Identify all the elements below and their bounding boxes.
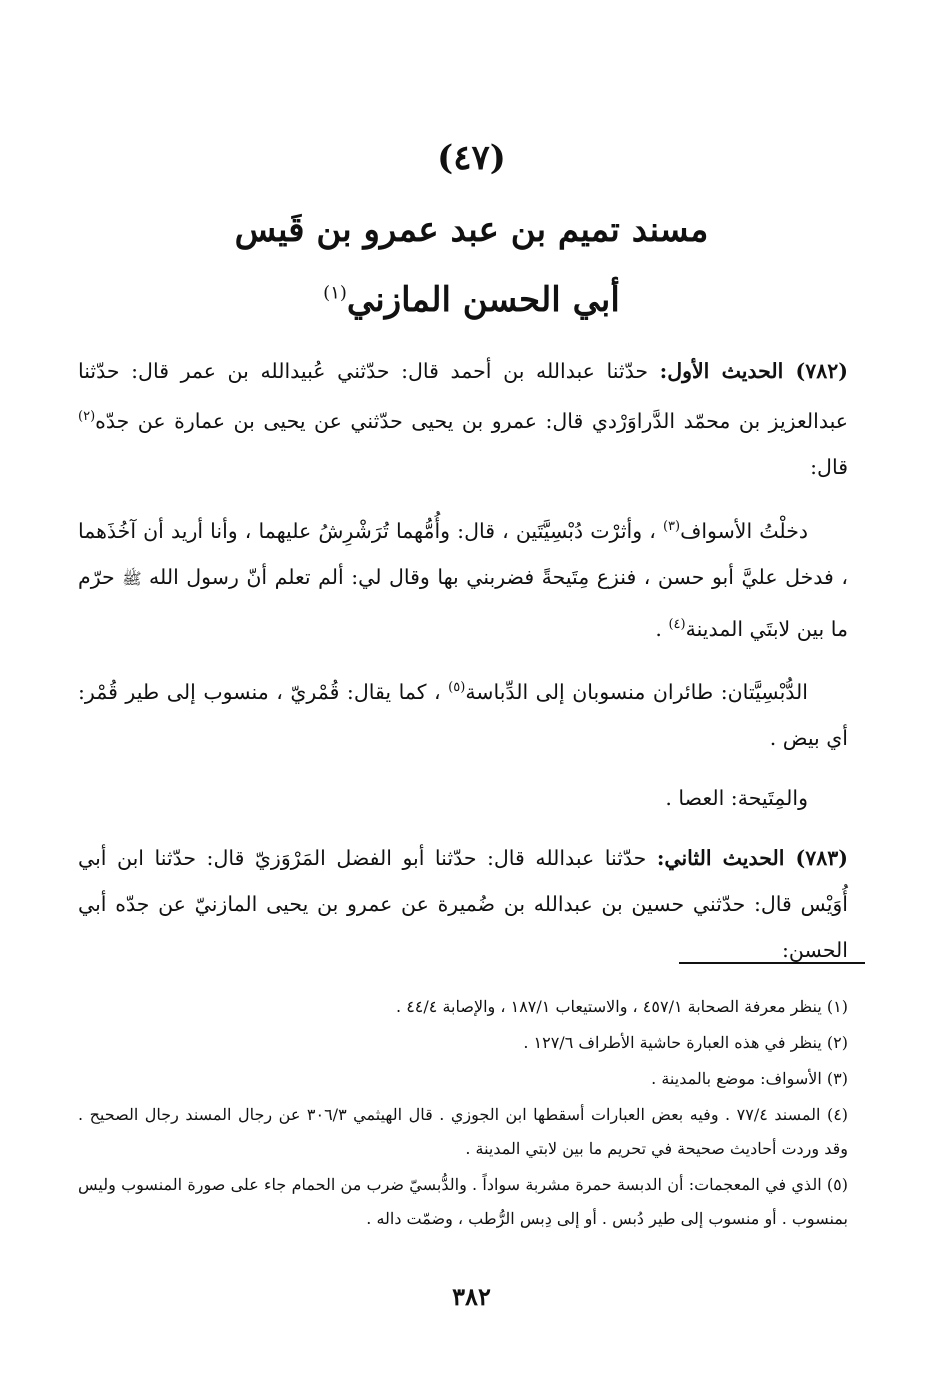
hadith-782-label: (٧٨٢) الحديث الأول: bbox=[659, 359, 848, 383]
footnote-ref-2: (٢) bbox=[78, 409, 96, 424]
hadith-783-label: (٧٨٣) الحديث الثاني: bbox=[656, 846, 848, 871]
hadith-782-isnad: حدّثنا عبدالله بن أحمد قال: حدّثني عُبيدالله بن عمر قال: حدّثنا عبدالعزيز بن محمّد الدَّراوَرْدي قال: عمرو بن يحيى حدّثني عن يحيى بن عمارة عن جدّه bbox=[78, 359, 848, 433]
footnote-ref-4: (٤) bbox=[668, 616, 686, 632]
matn-part-3: حرّم ما بين لابتَي المدينة bbox=[78, 564, 848, 641]
gloss-part-1: الدُّبْسِيَّتان: طائران منسوبان إلى الدِّباسة bbox=[465, 680, 808, 705]
hadith-783-isnad: حدّثنا عبدالله قال: حدّثنا أبو الفضل المَرْوَزيّ قال: حدّثنا ابن أبي أُوَيْس قال: حدّثني حسين بن عبدالله بن ضُميرة عن عمرو بن يحيى المازنيّ عن جدّه أبي الحسن: bbox=[78, 846, 848, 963]
footnote-4: (٤) المسند ٧٧/٤ . وفيه بعض العبارات أسقطها ابن الجوزي . قال الهيثمي ٣٠٦/٣ عن رجال المسند رجال الصحيح . وقد وردت أحاديث صحيحة في تحريم ما بين لابتي المدينة . bbox=[78, 1105, 849, 1158]
gloss-dubsiyyatan bbox=[78, 665, 848, 761]
matn-part-2: ، وأثرْت دُبْسِيَّتَين ، قال: وأُمُّهما تُرَشْرِشُ عليهما ، وأنا أريد أن آخُذَهما ، فدخل عليَّ أبو حسن ، فنزع مِتَيحةً فضربني بها وقال لي: ألم تعلم أنّ رسول الله bbox=[78, 518, 848, 589]
chapter-subtitle bbox=[0, 280, 943, 320]
footnote-ref-5: (٥) bbox=[448, 680, 466, 696]
hadith-782-matn bbox=[78, 504, 848, 652]
hadith-782-paragraph bbox=[78, 348, 848, 490]
salutation-glyph: ﷺ bbox=[122, 568, 142, 588]
footnotes bbox=[78, 990, 848, 1238]
page-number: ٣٨٢ bbox=[452, 1282, 491, 1311]
footnote-2: (٢) ينظر في هذه العبارة حاشية الأطراف ١٢٧/٦ . bbox=[523, 1033, 848, 1052]
gloss-part-2: ، كما يقال: قُمْريّ ، منسوب إلى طير قُمْر: أي بيض . bbox=[78, 680, 848, 751]
footnote-1: (١) ينظر معرفة الصحابة ٤٥٧/١ ، والاستيعاب ١٨٧/١ ، والإصابة ٤٤/٤ . bbox=[396, 997, 848, 1016]
hadith-782-isnad-end: قال: bbox=[810, 454, 848, 479]
footnote-divider bbox=[679, 962, 865, 964]
footnote-ref-1: (١) bbox=[323, 282, 347, 304]
matn-part-1: دخلْتُ الأسواف bbox=[680, 518, 808, 543]
gloss-mitayha: والمِتَيحة: العصا . bbox=[665, 786, 808, 811]
footnote-5: (٥) الذي في المعجمات: أن الدبسة حمرة مشربة سواداً . والدُّبسيّ ضرب من الحمام جاء على صورة المنسوب وليس بمنسوب . أو منسوب إلى طير دُبس . أو إلى دِبس الرُّطب ، وضمّت داله . bbox=[78, 1175, 848, 1228]
chapter-number: (٤٧) bbox=[437, 138, 506, 178]
chapter-subtitle-text: أبي الحسن المازني bbox=[346, 280, 620, 320]
hadith-783-paragraph bbox=[78, 835, 848, 973]
footnote-3: (٣) الأسواف: موضع بالمدينة . bbox=[651, 1069, 848, 1088]
chapter-title: مسند تميم بن عبد عمرو بن قَيس bbox=[234, 210, 709, 250]
main-text bbox=[78, 348, 848, 987]
matn-part-4: . bbox=[655, 616, 662, 641]
footnote-ref-3: (٣) bbox=[662, 518, 681, 534]
